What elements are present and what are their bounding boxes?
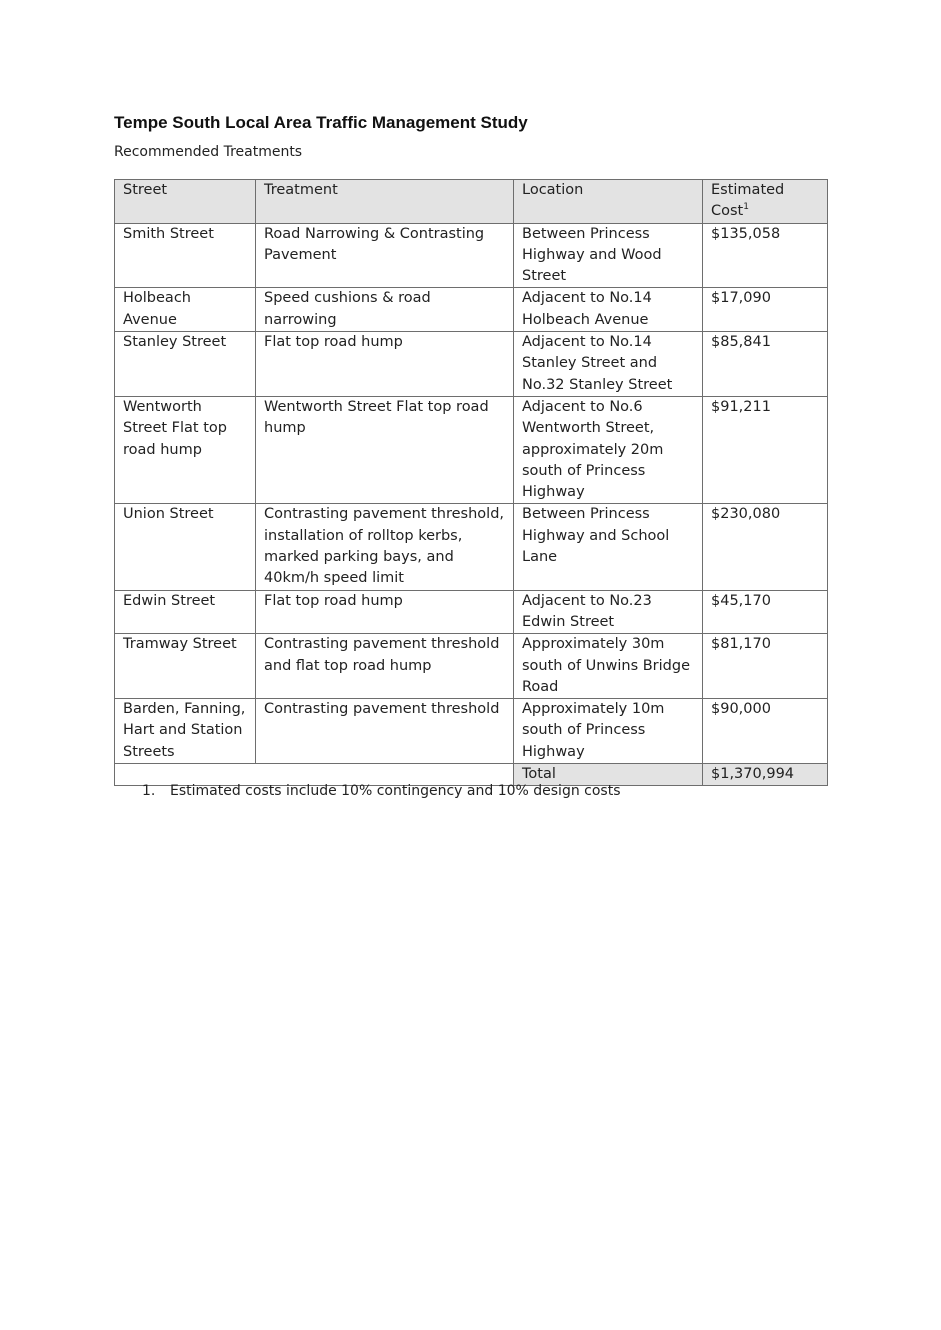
cell-cost: $91,211	[703, 396, 828, 503]
cell-street: Barden, Fanning, Hart and Station Streets	[115, 699, 256, 764]
header-treatment: Treatment	[256, 180, 514, 224]
cell-treatment: Contrasting pavement threshold and flat top road hump	[256, 634, 514, 699]
cell-cost: $81,170	[703, 634, 828, 699]
total-value: $1,370,994	[703, 764, 828, 786]
table-row	[115, 634, 828, 699]
cell-treatment: Road Narrowing & Contrasting Pavement	[256, 223, 514, 288]
cell-treatment: Contrasting pavement threshold, installation of rolltop kerbs, marked parking bays, and 40km/h speed limit	[256, 504, 514, 590]
cell-street: Stanley Street	[115, 332, 256, 397]
header-location: Location	[514, 180, 703, 224]
cell-location: Adjacent to No.6 Wentworth Street, approximately 20m south of Princess Highway	[514, 396, 703, 503]
cell-treatment: Wentworth Street Flat top road hump	[256, 396, 514, 503]
table-row	[115, 699, 828, 764]
cell-street: Holbeach Avenue	[115, 288, 256, 332]
table-row	[115, 396, 828, 503]
header-street: Street	[115, 180, 256, 224]
cell-street: Smith Street	[115, 223, 256, 288]
cell-location: Adjacent to No.14 Stanley Street and No.32 Stanley Street	[514, 332, 703, 397]
table-row	[115, 288, 828, 332]
cell-location: Adjacent to No.14 Holbeach Avenue	[514, 288, 703, 332]
cell-cost: $85,841	[703, 332, 828, 397]
treatments-table	[114, 179, 828, 786]
cell-treatment: Contrasting pavement threshold	[256, 699, 514, 764]
table-header-row	[115, 180, 828, 224]
footnote-marker: 1	[743, 202, 749, 213]
table-row	[115, 332, 828, 397]
cell-street: Wentworth Street Flat top road hump	[115, 396, 256, 503]
cell-street: Union Street	[115, 504, 256, 590]
total-label: Total	[514, 764, 703, 786]
cell-location: Between Princess Highway and School Lane	[514, 504, 703, 590]
cell-cost: $135,058	[703, 223, 828, 288]
cell-cost: $17,090	[703, 288, 828, 332]
table-row	[115, 223, 828, 288]
header-cost	[703, 180, 828, 224]
cell-cost: $45,170	[703, 590, 828, 634]
cell-location: Approximately 10m south of Princess Highway	[514, 699, 703, 764]
cell-street: Edwin Street	[115, 590, 256, 634]
header-cost-label: Estimated Cost	[711, 182, 785, 220]
cell-cost: $230,080	[703, 504, 828, 590]
table-row	[115, 590, 828, 634]
footnote-text: Estimated costs include 10% contingency and 10% design costs	[170, 783, 621, 799]
cell-location: Approximately 30m south of Unwins Bridge Road	[514, 634, 703, 699]
document-title: Tempe South Local Area Traffic Management Study	[114, 113, 528, 132]
cell-street: Tramway Street	[115, 634, 256, 699]
footnote-number: 1.	[142, 783, 156, 799]
cell-treatment: Flat top road hump	[256, 332, 514, 397]
table-row	[115, 504, 828, 590]
footnote	[142, 783, 621, 799]
cell-location: Between Princess Highway and Wood Street	[514, 223, 703, 288]
cell-treatment: Flat top road hump	[256, 590, 514, 634]
cell-cost: $90,000	[703, 699, 828, 764]
document-subtitle: Recommended Treatments	[114, 144, 303, 160]
cell-treatment: Speed cushions & road narrowing	[256, 288, 514, 332]
cell-location: Adjacent to No.23 Edwin Street	[514, 590, 703, 634]
